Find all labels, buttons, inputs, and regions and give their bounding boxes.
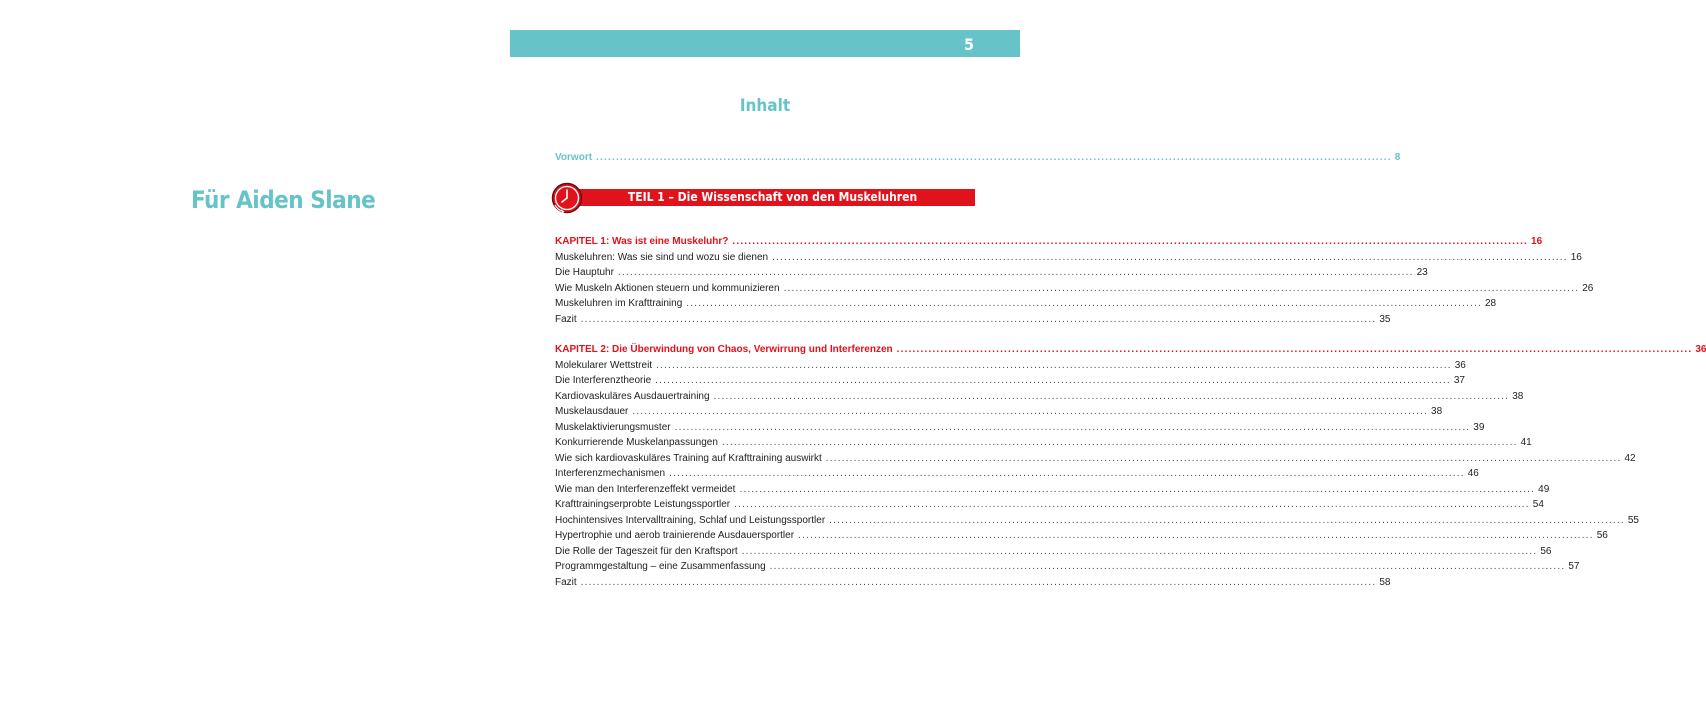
toc-entry[interactable]	[555, 482, 1550, 497]
toc-leader-dots: ........................................................................................................................................................................................................	[656, 359, 1452, 371]
toc-leader-dots: ........................................................................................................................................................................................................	[580, 576, 1377, 588]
toc-entry[interactable]	[555, 404, 1443, 419]
toc-entry-page: 26	[1582, 282, 1594, 294]
toc-entry-page: 56	[1596, 530, 1608, 541]
toc-leader-dots: ........................................................................................................................................................................................................	[596, 152, 1392, 163]
page-number: 5	[963, 35, 974, 54]
toc-leader-dots: ........................................................................................................................................................................................................	[655, 375, 1451, 386]
toc-entry-page: 57	[1568, 561, 1580, 572]
toc-entry[interactable]	[555, 389, 1524, 404]
dedication: Für Aiden Slane	[191, 186, 376, 214]
toc-leader-dots: ........................................................................................................................................................................................................	[896, 344, 1693, 355]
toc-leader-dots: ........................................................................................................................................................................................................	[721, 437, 1518, 448]
toc-leader-dots: ........................................................................................................................................................................................................	[829, 514, 1625, 526]
toc-entry-page: 38	[1512, 390, 1524, 402]
toc-entry[interactable]	[555, 373, 1465, 388]
toc-entry-page: 54	[1532, 499, 1544, 510]
toc-entry[interactable]	[555, 265, 1428, 280]
toc-entry-page: 46	[1467, 468, 1479, 479]
toc-entry-label: Die Interferenztheorie	[555, 375, 652, 386]
clock-icon	[551, 182, 583, 214]
toc-entry-label: Die Hauptuhr	[555, 267, 614, 278]
toc-entry-page: 55	[1627, 514, 1639, 526]
toc-entry[interactable]	[555, 544, 1552, 559]
toc-entry-page: 23	[1416, 267, 1428, 278]
toc-entry-page: 37	[1453, 375, 1465, 386]
toc-entry-label: Molekularer Wettstreit	[555, 359, 653, 371]
toc-entry[interactable]	[555, 528, 1608, 543]
toc-entry-page: 35	[1379, 313, 1391, 325]
toc-leader-dots: ........................................................................................................................................................................................................	[669, 468, 1465, 479]
toc-entry-label: Wie sich kardiovaskuläres Training auf Krafttraining auswirkt	[555, 452, 822, 464]
toc-entry-label: Hochintensives Intervalltraining, Schlaf und Leistungssportler	[555, 514, 826, 526]
toc-chapter-1[interactable]	[555, 234, 1543, 249]
toc-entry-label: Fazit	[555, 576, 577, 588]
toc-leader-dots: ........................................................................................................................................................................................................	[674, 421, 1471, 433]
toc-entry-label: Vorwort	[555, 152, 593, 163]
toc-entry-page: 41	[1520, 437, 1532, 448]
toc-entry-label: Wie Muskeln Aktionen steuern und kommunizieren	[555, 282, 780, 294]
toc-entry-label: Muskeluhren: Was sie sind und wozu sie dienen	[555, 251, 769, 263]
toc-title: Inhalt	[739, 96, 791, 116]
toc-chapter-page: 36	[1695, 344, 1706, 355]
toc-entry[interactable]	[555, 559, 1580, 574]
toc-entry-page: 42	[1624, 452, 1636, 464]
toc-entry[interactable]	[555, 296, 1497, 311]
toc-entry-label: Interferenzmechanismen	[555, 468, 666, 479]
toc-entry[interactable]	[555, 250, 1582, 265]
toc-entry-page: 36	[1454, 359, 1466, 371]
toc-entry-page: 28	[1484, 298, 1497, 309]
toc-chapter-2[interactable]	[555, 342, 1706, 357]
toc-leader-dots: ........................................................................................................................................................................................................	[798, 530, 1594, 541]
toc-entry[interactable]	[555, 513, 1639, 528]
toc-entry-label: Wie man den Interferenzeffekt vermeidet	[555, 483, 736, 495]
toc-entry-label: Kardiovaskuläres Ausdauertraining	[555, 390, 710, 402]
toc-entry-page: 16	[1570, 251, 1582, 263]
toc-entry[interactable]	[555, 575, 1391, 590]
toc-entry-label: Muskeluhren im Krafttraining	[555, 298, 683, 309]
toc-chapter-label: KAPITEL 2: Die Überwindung von Chaos, Verwirrung und Interferenzen	[555, 344, 893, 355]
toc-leader-dots: ........................................................................................................................................................................................................	[686, 298, 1482, 309]
toc-entry[interactable]	[555, 497, 1544, 512]
toc-entry-page: 56	[1540, 545, 1552, 557]
toc-leader-dots: ........................................................................................................................................................................................................	[580, 313, 1377, 325]
toc-leader-dots: ........................................................................................................................................................................................................	[617, 267, 1414, 278]
toc-leader-dots: ........................................................................................................................................................................................................	[732, 236, 1529, 247]
part-banner	[570, 189, 975, 206]
toc-leader-dots: ........................................................................................................................................................................................................	[741, 545, 1538, 557]
toc-entry[interactable]	[555, 451, 1636, 466]
toc-leader-dots: ........................................................................................................................................................................................................	[632, 406, 1429, 417]
toc-entry-label: Krafttrainingserprobte Leistungssportler	[555, 499, 731, 510]
toc-leader-dots: ........................................................................................................................................................................................................	[739, 483, 1536, 495]
toc-entry[interactable]	[555, 466, 1479, 481]
toc-leader-dots: ........................................................................................................................................................................................................	[825, 452, 1622, 464]
toc-entry-label: Die Rolle der Tageszeit für den Kraftsport	[555, 545, 738, 557]
toc-leader-dots: ........................................................................................................................................................................................................	[783, 282, 1580, 294]
toc-leader-dots: ........................................................................................................................................................................................................	[769, 561, 1566, 572]
toc-entry-page: 8	[1394, 152, 1401, 163]
toc-entry[interactable]	[555, 358, 1466, 373]
toc-entry-page: 39	[1473, 421, 1485, 433]
toc-chapter-page: 16	[1531, 236, 1543, 247]
toc-leader-dots: ........................................................................................................................................................................................................	[734, 499, 1530, 510]
toc-entry-page: 58	[1379, 576, 1391, 588]
toc-leader-dots: ........................................................................................................................................................................................................	[772, 251, 1568, 263]
toc-entry-label: Konkurrierende Muskelanpassungen	[555, 437, 718, 448]
toc-entry-label: Muskelaktivierungsmuster	[555, 421, 671, 433]
toc-entry-label: Muskelausdauer	[555, 406, 629, 417]
toc-entry-label: Fazit	[555, 313, 577, 325]
toc-entry[interactable]	[555, 420, 1485, 435]
toc-entry-page: 38	[1431, 406, 1443, 417]
part-title: TEIL 1 – Die Wissenschaft von den Muskeluhren	[627, 190, 918, 204]
toc-leader-dots: ........................................................................................................................................................................................................	[713, 390, 1510, 402]
toc-entry-vorwort[interactable]	[555, 150, 1401, 165]
page-header-band	[510, 30, 1020, 57]
toc-entry[interactable]	[555, 312, 1391, 327]
toc-entry-label: Programmgestaltung – eine Zusammenfassung	[555, 561, 766, 572]
toc-chapter-label: KAPITEL 1: Was ist eine Muskeluhr?	[555, 236, 729, 247]
toc-entry-label: Hypertrophie und aerob trainierende Ausdauersportler	[555, 530, 795, 541]
toc-entry[interactable]	[555, 435, 1532, 450]
toc-entry-page: 49	[1538, 483, 1550, 495]
toc-entry[interactable]	[555, 281, 1594, 296]
